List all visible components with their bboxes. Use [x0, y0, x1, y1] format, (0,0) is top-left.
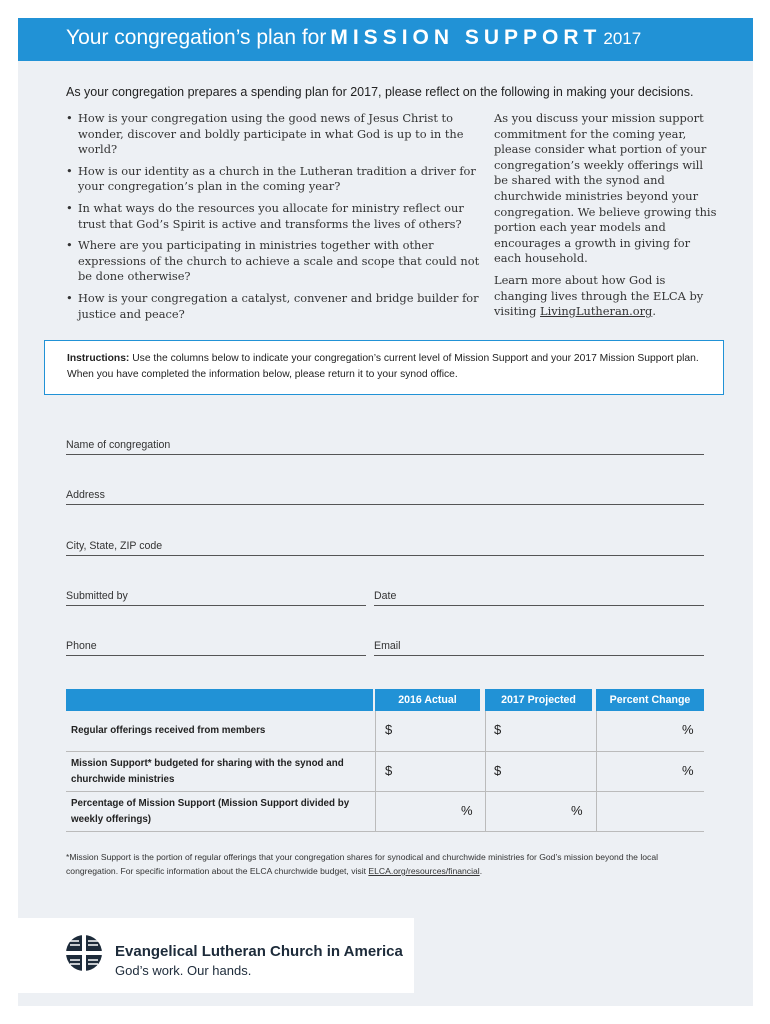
title-strong: MISSION SUPPORT [330, 26, 602, 49]
column-divider [596, 711, 597, 831]
elca-financial-link[interactable]: ELCA.org/resources/financial [368, 866, 480, 876]
column-divider [485, 711, 486, 831]
question-item: • How is your congregation a catalyst, convener and bridge builder for justice and peace? [66, 291, 481, 322]
column-divider [375, 711, 376, 831]
mission-change-input[interactable]: % [682, 763, 694, 778]
instructions-box [44, 340, 724, 395]
form-page [18, 18, 753, 1006]
address-label: Address [66, 489, 105, 501]
header-2017-projected: 2017 Projected [485, 689, 592, 711]
org-name: Evangelical Lutheran Church in America [115, 943, 403, 960]
city-state-zip-label: City, State, ZIP code [66, 540, 163, 552]
header-percent-change: Percent Change [596, 689, 704, 711]
offerings-2016-input[interactable]: $ [385, 722, 393, 737]
email-field[interactable] [374, 639, 704, 656]
percentage-2016-input[interactable]: % [461, 803, 473, 818]
intro-text: As your congregation prepares a spending plan for 2017, please reflect on the following in making your decisions. [66, 85, 694, 99]
question-item: • How is your congregation using the good news of Jesus Christ to wonder, discover and boldly participate in what God is up to in the world? [66, 111, 481, 158]
instructions-text: Use the columns below to indicate your congregation’s current level of Mission Support and your 2017 Mission Support plan. When you have completed the information below, please return it to your synod office. [67, 353, 699, 380]
living-lutheran-link[interactable]: LivingLutheran.org [540, 304, 653, 319]
side-paragraph-1: As you discuss your mission support commitment for the coming year, please consider what portion of your congregation’s weekly offerings will be shared with the synod and churchwide ministries beyond your congregation. We believe growing this portion each year models and encourages a growth in giving for each household. [494, 111, 717, 266]
side-paragraph-2 [494, 273, 720, 320]
question-item: • In what ways do the resources you allocate for ministry reflect our trust that God’s Spirit is active and transforms the lives of others? [66, 201, 481, 232]
congregation-name-label: Name of congregation [66, 439, 171, 451]
email-label: Email [374, 640, 401, 652]
side-note [494, 111, 720, 326]
row-label-percentage: Percentage of Mission Support (Mission Support divided by weekly offerings) [71, 798, 350, 825]
footnote-end: . [479, 866, 483, 876]
elca-cross-logo-icon [64, 933, 104, 973]
elca-logo-block [18, 918, 414, 993]
phone-label: Phone [66, 640, 97, 652]
submitted-by-label: Submitted by [66, 590, 128, 602]
phone-field[interactable] [66, 639, 366, 656]
offerings-change-input[interactable]: % [682, 722, 694, 737]
side-paragraph-2-text: Learn more about how God is changing lives through the ELCA by visiting [494, 272, 704, 319]
city-state-zip-field[interactable] [66, 539, 704, 556]
row-label-mission-support: Mission Support* budgeted for sharing with the synod and churchwide ministries [71, 758, 344, 785]
row-divider [66, 751, 704, 752]
date-label: Date [374, 590, 397, 602]
percentage-2017-input[interactable]: % [571, 803, 583, 818]
question-item: • How is our identity as a church in the Lutheran tradition a driver for your congregation’s plan in the coming year? [66, 164, 481, 195]
question-item: • Where are you participating in ministries together with other expressions of the church to achieve a scale and scope that could not be done otherwise? [66, 238, 481, 285]
side-paragraph-2-end: . [652, 304, 656, 319]
footnote-text: *Mission Support is the portion of regular offerings that your congregation shares for synodical and churchwide ministries for God’s mission beyond the local congregation. For specific information about the ELCA churchwide budget, visit [66, 852, 659, 876]
title-year: 2017 [603, 29, 642, 48]
mission-2017-input[interactable]: $ [494, 763, 502, 778]
row-label-offerings: Regular offerings received from members [71, 725, 266, 736]
footnote [66, 850, 706, 878]
offerings-2017-input[interactable]: $ [494, 722, 502, 737]
congregation-name-field[interactable] [66, 438, 704, 455]
title-banner [18, 18, 753, 61]
date-field[interactable] [374, 589, 704, 606]
submitted-by-field[interactable] [66, 589, 366, 606]
row-divider [66, 831, 704, 832]
address-field[interactable] [66, 488, 704, 505]
row-divider [66, 791, 704, 792]
reflection-questions [66, 111, 481, 328]
mission-2016-input[interactable]: $ [385, 763, 393, 778]
table-header-blank [66, 689, 373, 711]
instructions-label: Instructions: [67, 353, 130, 364]
header-2016-actual: 2016 Actual [375, 689, 480, 711]
title-prefix: Your congregation’s plan for [66, 26, 327, 49]
page-title [66, 26, 641, 50]
org-tagline: God’s work. Our hands. [115, 963, 252, 978]
